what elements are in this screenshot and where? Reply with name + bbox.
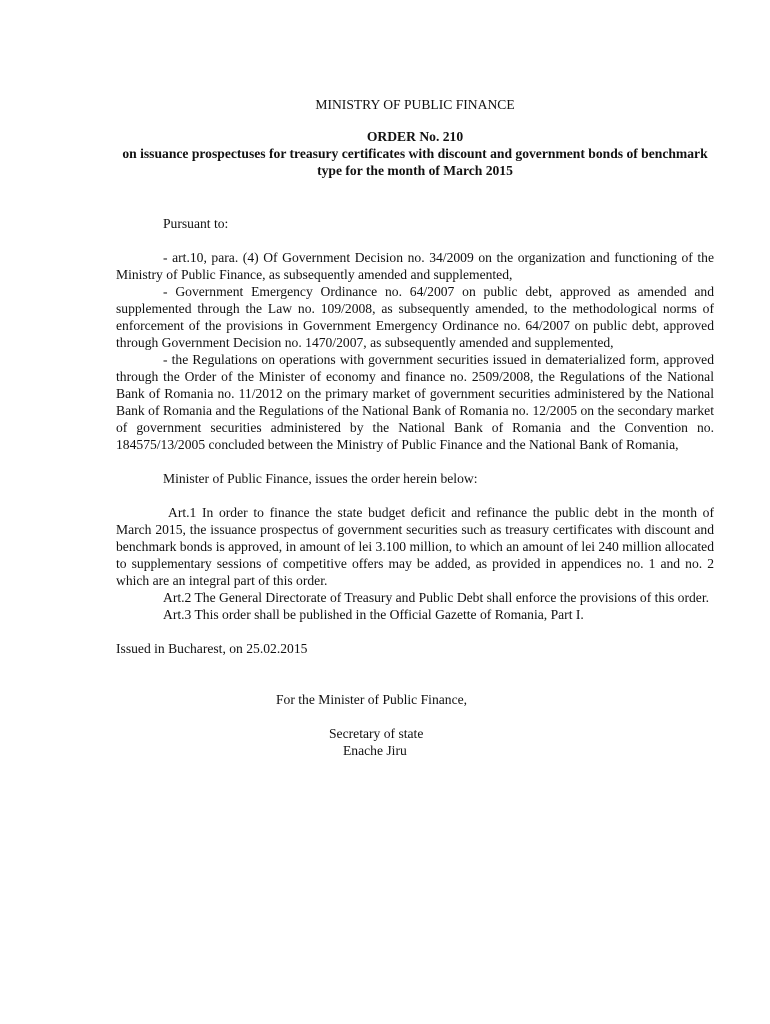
preamble-item: - the Regulations on operations with government securities issued in dematerialized form, approved through the Order of the Minister of economy and finance no. 2509/2008, the Regulations of the National Bank of Romania no. 11/2012 on the primary market of government securities administered by the National Bank of Romania and the Regulations of the National Bank of Romania no. 12/2005 on the secondary market of government securities administered by the National Bank of Romania and the Convention no. 184575/13/2005 concluded between the Ministry of Public Finance and the National Bank of Romania,	[116, 352, 714, 452]
preamble-item: - art.10, para. (4) Of Government Decision no. 34/2009 on the organization and functioning of the Ministry of Public Finance, as subsequently amended and supplemented,	[116, 250, 714, 282]
signer-name: Enache Jiru	[343, 743, 407, 758]
signer-title: Secretary of state	[329, 726, 424, 741]
order-subject: on issuance prospectuses for treasury certificates with discount and government bonds of benchmark type for the month of March 2015	[122, 146, 708, 178]
article-2: Art.2 The General Directorate of Treasury and Public Debt shall enforce the provisions of this order.	[163, 590, 709, 605]
order-number: ORDER No. 210	[366, 129, 464, 144]
document-page	[116, 96, 714, 759]
for-minister-line: For the Minister of Public Finance,	[276, 692, 468, 707]
article-3: Art.3 This order shall be published in the Official Gazette of Romania, Part I.	[163, 607, 584, 622]
pursuant-intro: Pursuant to:	[163, 216, 229, 231]
minister-issues-statement: Minister of Public Finance, issues the order herein below:	[163, 471, 478, 486]
issued-place-date: Issued in Bucharest, on 25.02.2015	[116, 641, 308, 656]
preamble-item: - Government Emergency Ordinance no. 64/2007 on public debt, approved as amended and supplemented through the Law no. 109/2008, as subsequently amended, to the methodological norms of enforcement of the provisions in Government Emergency Ordinance no. 64/2007 on public debt, approved through Government Decision no. 1470/2007, as subsequently amended and supplemented,	[116, 284, 714, 350]
ministry-heading: MINISTRY OF PUBLIC FINANCE	[315, 97, 515, 112]
article-1: Art.1 In order to finance the state budget deficit and refinance the public debt in the month of March 2015, the issuance prospectus of government securities such as treasury certificates with discount and benchmark bonds is approved, in amount of lei 3.100 million, to which an amount of lei 240 million allocated to supplementary sessions of competitive offers may be added, as provided in appendices no. 1 and no. 2 which are an integral part of this order.	[116, 505, 714, 588]
